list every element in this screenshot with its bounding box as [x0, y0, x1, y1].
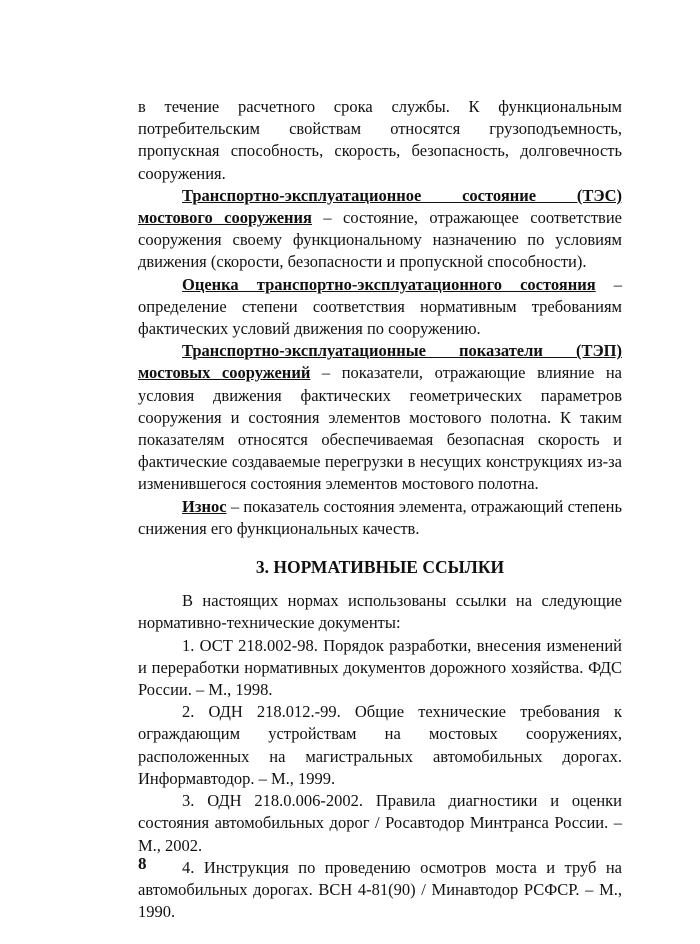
definition-wear-text: – показатель состояния элемента, отражающий степень снижения его функциональных качеств. — [138, 496, 622, 538]
definition-assessment — [138, 274, 622, 341]
reference-item: 2. ОДН 218.012.-99. Общие технические требования к ограждающим устройствам на мостовых сооружениях, расположенных на магистральных автомобильных дорогах. Информавтодор. – М., 1999. — [138, 702, 622, 788]
section-intro: В настоящих нормах использованы ссылки на следующие нормативно-технические документы: — [138, 591, 622, 633]
reference-item: 3. ОДН 218.0.006-2002. Правила диагностики и оценки состояния автомобильных дорог / Росавтодор Минтранса России. – М., 2002. — [138, 791, 622, 855]
definition-tes — [138, 185, 622, 274]
definition-wear — [138, 496, 622, 540]
term-tes: Транспортно-эксплуатационное состояние (ТЭС) мостового сооружения — [138, 185, 622, 228]
continuation-paragraph: в течение расчетного срока службы. К функциональным потребительским свойствам относятся грузоподъемность, пропускная способность, скорость, безопасность, долговечность сооружения. — [138, 97, 622, 183]
page-number: 8 — [138, 854, 147, 873]
definition-tep-text: – показатели, отражающие влияние на условия движения фактических геометрических параметров сооружения и состояния элементов мостового полотна. К таким показателям относятся обеспечиваемая безопасная скорость и фактические создаваемые перегрузки в несущих конструкциях из-за изменившегося состояния элементов мостового полотна. — [138, 363, 622, 494]
term-tep: Транспортно-эксплуатационные показатели (ТЭП) мостовых сооружений — [138, 341, 622, 383]
document-page — [138, 96, 622, 923]
reference-item: 4. Инструкция по проведению осмотров моста и труб на автомобильных дорогах. ВСН 4-81(90) / Минавтодор РСФСР. – М., 1990. — [138, 857, 622, 922]
term-assessment: Оценка транспортно-эксплуатационного состояния — [182, 274, 596, 294]
definition-tes-text: – состояние, отражающее соответствие сооружения своему функциональному назначению по условиям движения (скорости, безопасности и пропускной способности). — [138, 208, 622, 272]
definition-assessment-text: – определение степени соответствия нормативным требованиям фактических условий движения по сооружению. — [138, 274, 622, 339]
reference-item: 1. ОСТ 218.002-98. Порядок разработки, внесения изменений и переработки нормативных документов дорожного хозяйства. ФДС России. – М., 1998. — [138, 635, 622, 700]
section-heading: 3. НОРМАТИВНЫЕ ССЫЛКИ — [255, 557, 505, 578]
term-wear: Износ — [182, 496, 227, 516]
definition-tep — [138, 340, 622, 495]
